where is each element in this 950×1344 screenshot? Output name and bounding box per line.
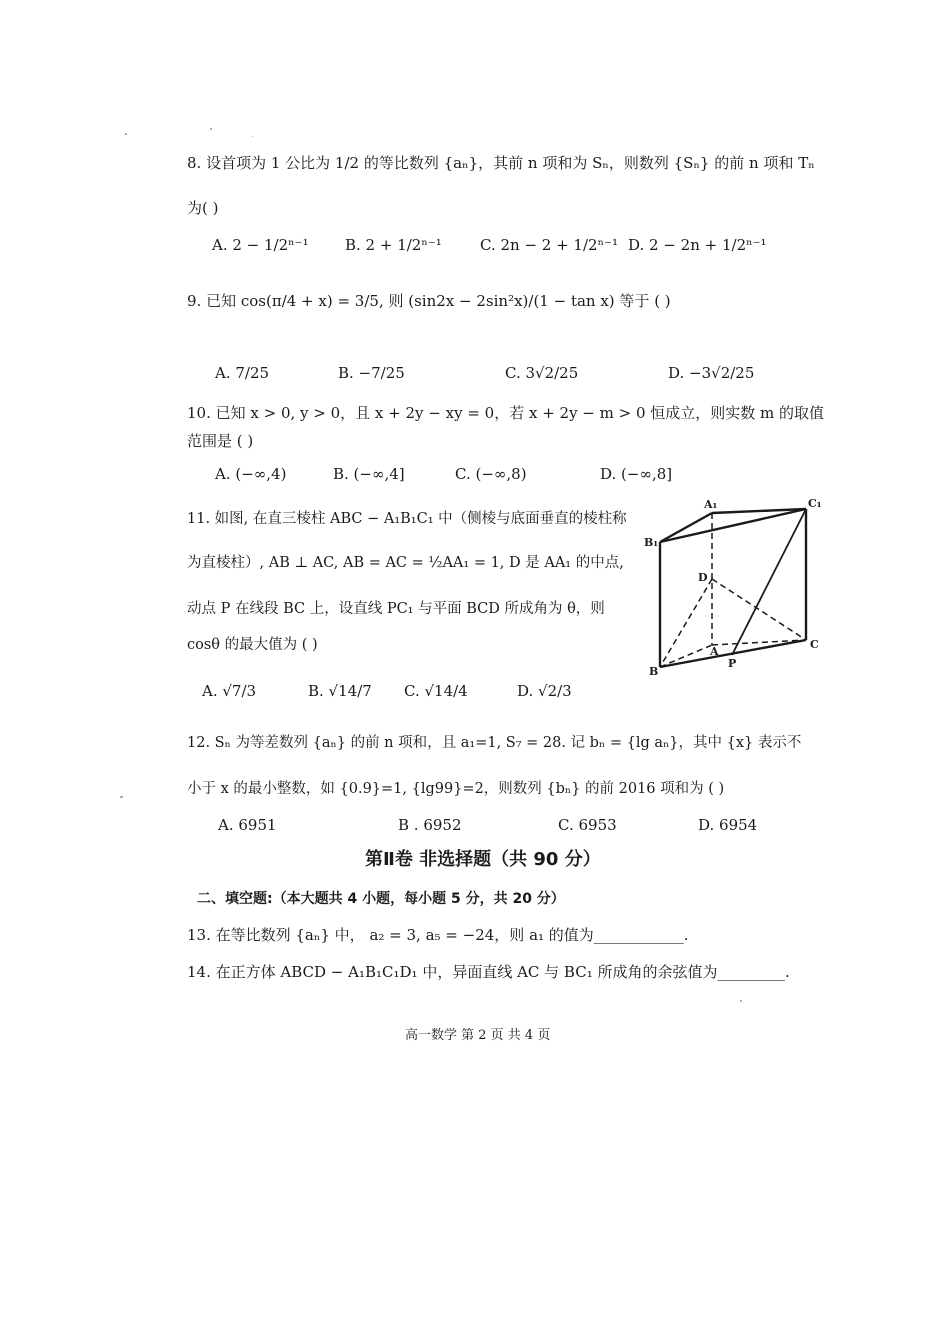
label-d: D	[698, 571, 708, 584]
q11-line3: 动点 P 在线段 BC 上，设直线 PC₁ 与平面 BCD 所成角为 θ，则	[187, 601, 605, 617]
q10-option-c: C. (−∞,8)	[455, 465, 527, 483]
q8-option-c: C. 2n − 2 + 1/2ⁿ⁻¹	[480, 236, 618, 254]
segment-db	[660, 579, 712, 667]
page-footer: 高一数学 第 2 页 共 4 页	[405, 1028, 551, 1043]
segment-pc1	[732, 509, 806, 655]
label-p: P	[728, 657, 737, 670]
q11-option-b: B. √14/7	[308, 682, 372, 700]
q14: 14. 在正方体 ABCD − A₁B₁C₁D₁ 中，异面直线 AC 与 BC₁ 所成角的余弦值为_________.	[187, 963, 790, 981]
q11-line4: cosθ 的最大值为 ( )	[187, 637, 318, 653]
segment-dc	[712, 579, 806, 640]
section-fill-in-heading: 二、填空题:（本大题共 4 小题，每小题 5 分，共 20 分）	[197, 891, 565, 907]
label-a: A	[710, 645, 719, 658]
part2-title: 第Ⅱ卷 非选择题（共 90 分）	[365, 849, 601, 870]
edge-b1c1	[660, 509, 806, 542]
label-a1: A₁	[704, 498, 718, 511]
q9-line1: 9. 已知 cos(π/4 + x) = 3/5, 则 (sin2x − 2sin²x)/(1 − tan x) 等于 ( )	[187, 292, 671, 310]
label-c1: C₁	[808, 497, 822, 510]
q12-option-d: D. 6954	[698, 816, 758, 834]
q12-line1: 12. Sₙ 为等差数列 {aₙ} 的前 n 项和，且 a₁=1, S₇ = 28. 记 bₙ = {lg aₙ}，其中 {x} 表示不	[187, 735, 802, 751]
q10-line1: 10. 已知 x > 0, y > 0，且 x + 2y − xy = 0，若 x + 2y − m > 0 恒成立，则实数 m 的取值	[187, 404, 825, 422]
q10-option-a: A. (−∞,4)	[215, 465, 287, 483]
q9-option-a: A. 7/25	[215, 364, 270, 382]
q10-option-b: B. (−∞,4]	[333, 465, 405, 483]
scan-speck	[740, 1000, 742, 1002]
q11-option-a: A. √7/3	[202, 682, 257, 700]
scan-speck	[252, 136, 253, 137]
q9-option-c: C. 3√2/25	[505, 364, 579, 382]
q9-option-d: D. −3√2/25	[668, 364, 755, 382]
q12-line2: 小于 x 的最小整数，如 {0.9}=1, {lg99}=2，则数列 {bₙ} 的前 2016 项和为 ( )	[187, 781, 725, 797]
edge-b1a1	[660, 513, 712, 542]
scan-speck	[120, 796, 123, 798]
label-b1: B₁	[644, 536, 659, 549]
q8-line1: 8. 设首项为 1 公比为 1/2 的等比数列 {aₙ}，其前 n 项和为 Sₙ，则数列 {Sₙ} 的前 n 项和 Tₙ	[187, 154, 815, 172]
edge-ab	[660, 645, 712, 667]
q11-option-c: C. √14/4	[404, 682, 468, 700]
q8-line2: 为( )	[187, 199, 219, 217]
prism-figure	[640, 495, 830, 680]
q10-option-d: D. (−∞,8]	[600, 465, 673, 483]
q11-line1: 11. 如图, 在直三棱柱 ABC − A₁B₁C₁ 中（侧棱与底面垂直的棱柱称	[187, 511, 627, 527]
q8-option-d: D. 2 − 2n + 1/2ⁿ⁻¹	[628, 236, 767, 254]
q13: 13. 在等比数列 {aₙ} 中， a₂ = 3, a₅ = −24，则 a₁ 的值为____________.	[187, 926, 689, 944]
q12-option-b: B . 6952	[398, 816, 462, 834]
q9-option-b: B. −7/25	[338, 364, 405, 382]
q11-line2: 为直棱柱）, AB ⊥ AC, AB = AC = ½AA₁ = 1, D 是 AA₁ 的中点,	[187, 555, 624, 571]
q10-line2: 范围是 ( )	[187, 432, 254, 450]
q12-option-c: C. 6953	[558, 816, 617, 834]
q8-option-a: A. 2 − 1/2ⁿ⁻¹	[212, 236, 309, 254]
q12-option-a: A. 6951	[218, 816, 277, 834]
q8-option-b: B. 2 + 1/2ⁿ⁻¹	[345, 236, 442, 254]
scan-speck	[210, 128, 212, 130]
label-c: C	[810, 638, 819, 651]
q11-option-d: D. √2/3	[517, 682, 572, 700]
scan-speck	[125, 133, 127, 135]
label-b: B	[649, 665, 659, 678]
